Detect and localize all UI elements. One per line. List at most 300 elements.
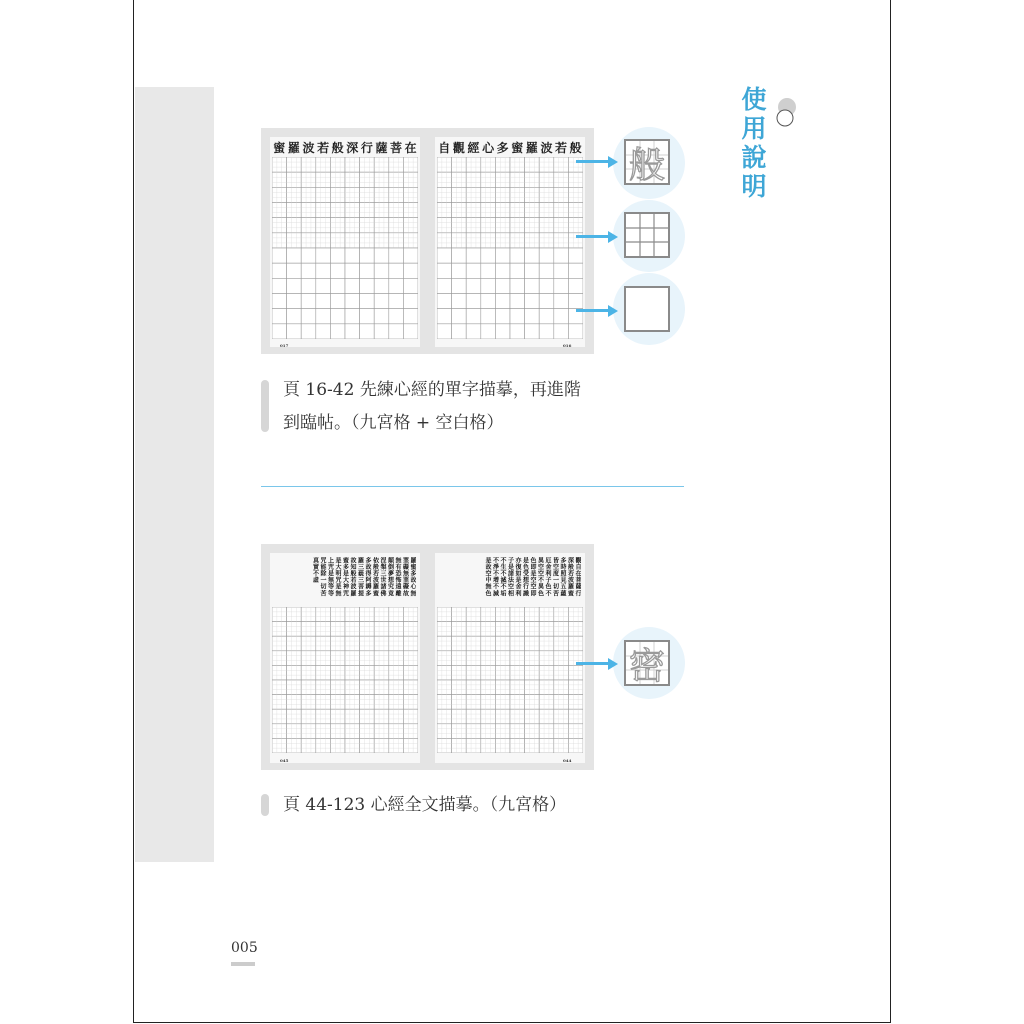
grid-cell <box>301 203 316 218</box>
grid-cell <box>495 709 510 724</box>
grid-cell <box>568 172 583 187</box>
grid-cell <box>301 172 316 187</box>
grid-cell <box>481 248 496 263</box>
grid-cell <box>287 203 302 218</box>
heading-char: 若 <box>317 141 330 155</box>
grid-cell <box>466 695 481 710</box>
grid-cell <box>330 278 345 293</box>
grid-cell <box>374 738 389 753</box>
grid-cell <box>389 636 404 651</box>
grid-cell <box>287 665 302 680</box>
grid-cell <box>316 187 331 202</box>
grid-cell <box>554 607 569 622</box>
grid-cell <box>466 248 481 263</box>
grid-cell <box>481 738 496 753</box>
arrow-right-icon <box>576 160 610 163</box>
grid-cell <box>539 724 554 739</box>
grid-cell <box>374 651 389 666</box>
practice-spread-top <box>261 128 594 354</box>
grid-cell <box>481 665 496 680</box>
grid-cell <box>330 636 345 651</box>
grid-cell <box>301 622 316 637</box>
heading-char: 波 <box>302 141 315 155</box>
grid-cell <box>554 233 569 248</box>
grid-cell <box>510 157 525 172</box>
grid-cell <box>510 695 525 710</box>
grid-cell <box>360 607 375 622</box>
grid-cell <box>287 248 302 263</box>
grid-cell <box>360 203 375 218</box>
grid-cell <box>554 172 569 187</box>
grid-cell <box>301 294 316 309</box>
grid-cell <box>568 665 583 680</box>
grid-cell <box>539 309 554 324</box>
grid-cell <box>330 203 345 218</box>
grid-cell <box>466 203 481 218</box>
grid-cell <box>287 233 302 248</box>
grid-cell <box>403 680 418 695</box>
grid-cell <box>452 172 467 187</box>
grid-cell <box>389 248 404 263</box>
grid-cell <box>452 309 467 324</box>
grid-cell <box>330 607 345 622</box>
grid-cell <box>301 157 316 172</box>
grid-cell <box>272 233 287 248</box>
grid-cell <box>437 203 452 218</box>
grid-cell <box>510 187 525 202</box>
grid-cell <box>345 636 360 651</box>
grid-cell <box>272 294 287 309</box>
grid-cell <box>525 172 540 187</box>
grid-cell <box>360 636 375 651</box>
grid-cell <box>345 709 360 724</box>
grid-cell <box>481 278 496 293</box>
grid-cell <box>316 278 331 293</box>
grid-cell <box>345 263 360 278</box>
grid-cell <box>345 157 360 172</box>
grid-cell <box>437 172 452 187</box>
grid-cell <box>554 263 569 278</box>
grid-cell <box>272 324 287 339</box>
grid-cell <box>272 709 287 724</box>
grid-cell <box>403 172 418 187</box>
practice-grid <box>437 607 583 753</box>
grid-cell <box>287 680 302 695</box>
grid-cell <box>495 263 510 278</box>
grid-cell <box>272 278 287 293</box>
grid-cell <box>389 651 404 666</box>
grid-cell <box>330 248 345 263</box>
grid-cell <box>345 218 360 233</box>
grid-cell <box>539 248 554 263</box>
grid-cell <box>466 651 481 666</box>
grid-cell <box>437 263 452 278</box>
nine-grid-lines <box>626 214 668 256</box>
grid-cell <box>481 309 496 324</box>
grid-cell <box>374 278 389 293</box>
grid-cell <box>403 278 418 293</box>
grid-cell <box>554 695 569 710</box>
grid-cell <box>554 248 569 263</box>
grid-cell <box>316 651 331 666</box>
grid-cell <box>301 695 316 710</box>
grid-cell <box>287 187 302 202</box>
grid-cell <box>495 695 510 710</box>
grid-cell <box>568 607 583 622</box>
title-circles-icon <box>775 96 805 136</box>
grid-cell <box>301 218 316 233</box>
grid-cell <box>287 294 302 309</box>
grid-cell <box>554 324 569 339</box>
blank-grid-box <box>624 286 670 332</box>
grid-cell <box>452 665 467 680</box>
heading-char: 心 <box>482 141 495 155</box>
heading-char: 深 <box>346 141 359 155</box>
grid-cell <box>568 724 583 739</box>
heading-char: 觀 <box>452 141 465 155</box>
grid-cell <box>330 309 345 324</box>
grid-cell <box>539 651 554 666</box>
grid-cell <box>330 709 345 724</box>
grid-cell <box>495 248 510 263</box>
grid-cell <box>360 622 375 637</box>
grid-cell <box>452 248 467 263</box>
grid-cell <box>437 724 452 739</box>
grid-cell <box>272 680 287 695</box>
grid-cell <box>301 636 316 651</box>
grid-cell <box>568 294 583 309</box>
grid-cell <box>437 278 452 293</box>
grid-cell <box>568 709 583 724</box>
practice-grid <box>437 157 583 339</box>
grid-cell <box>374 324 389 339</box>
grid-cell <box>495 172 510 187</box>
grid-cell <box>554 218 569 233</box>
grid-cell <box>452 607 467 622</box>
caption-line: 頁 16-42 先練心經的單字描摹，再進階 <box>283 380 581 400</box>
heading-char: 波 <box>540 141 553 155</box>
grid-cell <box>481 263 496 278</box>
grid-cell <box>466 665 481 680</box>
grid-cell <box>374 172 389 187</box>
grid-cell <box>330 695 345 710</box>
grid-cell <box>568 622 583 637</box>
grid-cell <box>301 233 316 248</box>
grid-cell <box>301 263 316 278</box>
grid-cell <box>374 233 389 248</box>
grid-cell <box>539 294 554 309</box>
grid-cell <box>330 724 345 739</box>
grid-cell <box>360 324 375 339</box>
grid-cell <box>301 324 316 339</box>
grid-cell <box>452 636 467 651</box>
grid-cell <box>345 172 360 187</box>
heading-char: 羅 <box>525 141 538 155</box>
grid-cell <box>481 724 496 739</box>
grid-cell <box>374 309 389 324</box>
grid-cell <box>360 724 375 739</box>
grid-cell <box>301 309 316 324</box>
left-leaf <box>270 553 420 763</box>
grid-cell <box>539 695 554 710</box>
grid-cell <box>345 309 360 324</box>
grid-cell <box>452 187 467 202</box>
section-title-wrap <box>732 86 772 202</box>
grid-cell <box>316 157 331 172</box>
grid-cell <box>510 309 525 324</box>
grid-cell <box>510 651 525 666</box>
grid-cell <box>452 738 467 753</box>
grid-cell <box>360 172 375 187</box>
grid-cell <box>481 695 496 710</box>
grid-cell <box>287 607 302 622</box>
grid-cell <box>272 738 287 753</box>
grid-cell <box>568 263 583 278</box>
grid-cell <box>495 203 510 218</box>
grid-cell <box>345 278 360 293</box>
traced-char: 密 <box>628 645 665 687</box>
grid-cell <box>301 248 316 263</box>
grid-cell <box>554 680 569 695</box>
folio-number: 005 <box>231 940 258 956</box>
grid-cell <box>481 709 496 724</box>
grid-cell <box>525 738 540 753</box>
grid-cell <box>345 724 360 739</box>
grid-cell <box>481 636 496 651</box>
grid-cell <box>287 709 302 724</box>
heading-char: 般 <box>569 141 582 155</box>
grid-cell <box>525 695 540 710</box>
grid-cell <box>554 309 569 324</box>
grid-cell <box>510 263 525 278</box>
grid-cell <box>452 294 467 309</box>
grid-cell <box>287 651 302 666</box>
grid-cell <box>437 738 452 753</box>
grid-cell <box>510 203 525 218</box>
heading-char: 自 <box>438 141 451 155</box>
grid-cell <box>360 263 375 278</box>
grid-cell <box>360 665 375 680</box>
grid-cell <box>510 218 525 233</box>
page-number: 044 <box>563 758 572 763</box>
grid-cell <box>360 294 375 309</box>
grid-cell <box>389 233 404 248</box>
grid-cell <box>481 651 496 666</box>
grid-cell <box>452 651 467 666</box>
grid-cell <box>525 709 540 724</box>
grid-cell <box>466 709 481 724</box>
traced-char: 般 <box>628 144 665 186</box>
grid-cell <box>554 157 569 172</box>
grid-cell <box>437 309 452 324</box>
grid-cell <box>272 607 287 622</box>
grid-cell <box>330 738 345 753</box>
grid-cell <box>554 636 569 651</box>
grid-cell <box>481 203 496 218</box>
grid-cell <box>403 187 418 202</box>
grid-cell <box>316 724 331 739</box>
grid-cell <box>525 636 540 651</box>
grid-cell <box>495 738 510 753</box>
grid-cell <box>510 248 525 263</box>
grid-cell <box>272 695 287 710</box>
grid-cell <box>301 680 316 695</box>
grid-cell <box>452 203 467 218</box>
grid-cell <box>525 724 540 739</box>
grid-cell <box>345 695 360 710</box>
grid-cell <box>539 172 554 187</box>
grid-cell <box>316 172 331 187</box>
grid-cell <box>554 724 569 739</box>
grid-cell <box>510 278 525 293</box>
grid-cell <box>466 622 481 637</box>
grid-cell <box>466 738 481 753</box>
grid-cell <box>316 695 331 710</box>
grid-cell <box>374 263 389 278</box>
grid-cell <box>374 187 389 202</box>
grid-cell <box>360 248 375 263</box>
grid-cell <box>452 278 467 293</box>
grid-cell <box>287 324 302 339</box>
practice-grid <box>272 607 418 753</box>
grid-cell <box>360 218 375 233</box>
grid-cell <box>510 709 525 724</box>
grid-cell <box>510 622 525 637</box>
grid-cell <box>403 695 418 710</box>
sutra-text: 羅蜜多故心無罣礙無罣礙故無有恐怖遠離顛倒夢想究竟涅槃三世諸佛依般若波羅蜜多故得阿耨多羅三藐三菩提故知般若波羅蜜多是大神咒是大明咒是無上咒是無等等咒能除一切苦真實不虛 <box>311 557 416 597</box>
grid-cell <box>539 263 554 278</box>
grid-cell <box>389 187 404 202</box>
grid-cell <box>525 622 540 637</box>
grid-cell <box>272 218 287 233</box>
grid-cell <box>495 187 510 202</box>
grid-cell <box>525 665 540 680</box>
grid-cell <box>568 695 583 710</box>
grid-cell <box>316 636 331 651</box>
grid-cell <box>554 622 569 637</box>
grid-cell <box>554 187 569 202</box>
grid-cell <box>301 651 316 666</box>
grid-cell <box>525 263 540 278</box>
grid-cell <box>525 278 540 293</box>
grid-cell <box>360 187 375 202</box>
grid-cell <box>452 157 467 172</box>
grid-cell <box>554 709 569 724</box>
grid-cell <box>539 278 554 293</box>
grid-cell <box>437 709 452 724</box>
right-leaf <box>435 137 585 347</box>
grid-cell <box>316 309 331 324</box>
grid-cell <box>525 203 540 218</box>
grid-cell <box>403 709 418 724</box>
heading-char: 多 <box>496 141 509 155</box>
grid-cell <box>466 263 481 278</box>
grid-cell <box>330 172 345 187</box>
grid-cell <box>316 248 331 263</box>
grid-cell <box>374 709 389 724</box>
heading-row-right <box>437 139 583 156</box>
grid-cell <box>568 278 583 293</box>
grid-cell <box>525 248 540 263</box>
grid-cell <box>466 724 481 739</box>
grid-cell <box>539 636 554 651</box>
grid-cell <box>525 309 540 324</box>
heading-char: 蜜 <box>511 141 524 155</box>
caption-marker <box>261 794 269 816</box>
practice-grid <box>272 157 418 339</box>
grid-cell <box>510 680 525 695</box>
grid-cell <box>568 636 583 651</box>
grid-cell <box>287 622 302 637</box>
grid-cell <box>345 738 360 753</box>
grid-cell <box>452 263 467 278</box>
grid-cell <box>466 607 481 622</box>
grid-cell <box>403 203 418 218</box>
grid-cell <box>437 622 452 637</box>
grid-cell <box>345 324 360 339</box>
grid-cell <box>287 738 302 753</box>
grid-cell <box>525 187 540 202</box>
grid-cell <box>554 203 569 218</box>
grid-cell <box>481 218 496 233</box>
grid-cell <box>287 309 302 324</box>
grid-cell <box>272 636 287 651</box>
grid-cell <box>466 157 481 172</box>
grid-cell <box>510 172 525 187</box>
grid-cell <box>568 680 583 695</box>
grid-cell <box>389 665 404 680</box>
grid-cell <box>452 622 467 637</box>
grid-cell <box>481 187 496 202</box>
grid-cell <box>374 724 389 739</box>
grid-cell <box>272 309 287 324</box>
grid-cell <box>554 294 569 309</box>
grid-cell <box>481 622 496 637</box>
grid-cell <box>360 157 375 172</box>
grid-cell <box>525 680 540 695</box>
grid-cell <box>403 233 418 248</box>
grid-cell <box>452 218 467 233</box>
grid-cell <box>360 233 375 248</box>
grid-cell <box>466 309 481 324</box>
grid-cell <box>403 294 418 309</box>
grid-cell <box>403 157 418 172</box>
grid-cell <box>525 157 540 172</box>
folio-underline <box>231 962 255 966</box>
grid-cell <box>330 622 345 637</box>
grid-cell <box>403 309 418 324</box>
grid-cell <box>403 665 418 680</box>
grid-cell <box>389 709 404 724</box>
grid-cell <box>466 324 481 339</box>
grid-cell <box>466 233 481 248</box>
grid-cell <box>403 248 418 263</box>
grid-cell <box>403 636 418 651</box>
grid-cell <box>345 607 360 622</box>
grid-cell <box>466 294 481 309</box>
grid-cell <box>345 680 360 695</box>
grid-cell <box>568 248 583 263</box>
grid-cell <box>374 157 389 172</box>
grid-cell <box>510 724 525 739</box>
grid-cell <box>272 157 287 172</box>
grid-cell <box>389 203 404 218</box>
grid-cell <box>330 218 345 233</box>
grid-cell <box>374 680 389 695</box>
grid-cell <box>554 278 569 293</box>
grid-cell <box>301 738 316 753</box>
grid-cell <box>360 278 375 293</box>
